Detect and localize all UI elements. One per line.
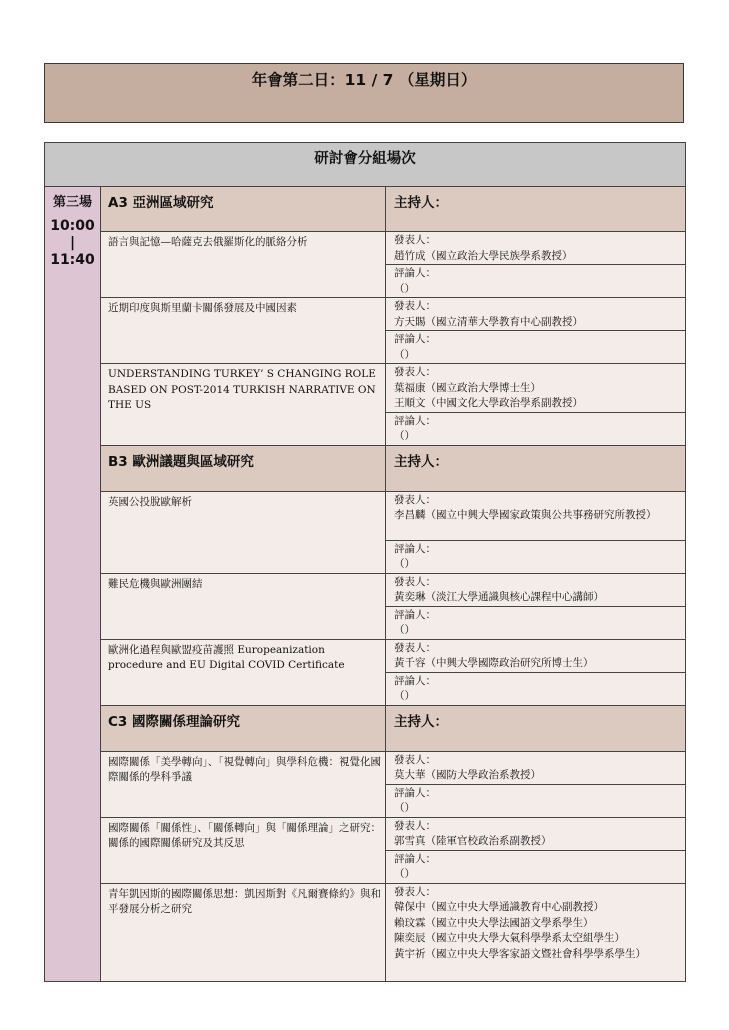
discussant-cell: 評論人： （） [386, 331, 686, 364]
section-title-b3: B3 歐洲議題與區域研究 [101, 445, 386, 491]
time-slot [45, 187, 101, 982]
discussant-cell: 評論人： （） [386, 672, 686, 705]
discussant-cell: 評論人： （） [386, 265, 686, 298]
section-host-b3: 主持人： [386, 445, 686, 491]
day-title-banner [44, 63, 684, 123]
paper-topic: 歐洲化過程與歐盟疫苗護照 Europeanization procedure and EU Digital COVID Certificate [101, 639, 386, 705]
section-host-c3: 主持人： [386, 705, 686, 751]
session-table [44, 142, 686, 982]
section-host-a3: 主持人： [386, 187, 686, 232]
paper-topic: 國際關係「美學轉向」、「視覺轉向」與學科危機：視覺化國際關係的學科爭議 [101, 751, 386, 817]
paper-topic: 語言與記憶—哈薩克去俄羅斯化的脈絡分析 [101, 232, 386, 298]
paper-topic: 國際關係「關係性」、「關係轉向」與「關係理論」之研究：關係的國際關係研究及其反思 [101, 817, 386, 883]
session-number: 第三場 [52, 195, 92, 210]
presenter-cell: 發表人： 黃奕琳（淡江大學通識與核心課程中心講師） [386, 573, 686, 606]
discussant-cell: 評論人： （） [386, 412, 686, 445]
presenter-cell: 發表人： 趙竹成（國立政治大學民族學系教授） [386, 232, 686, 265]
presenter-cell: 發表人： 黃千容（中興大學國際政治研究所博士生） [386, 639, 686, 672]
section-title-c3: C3 國際關係理論研究 [101, 705, 386, 751]
presenter-cell: 發表人： 郭雪真（陸軍官校政治系副教授） [386, 817, 686, 850]
paper-topic: 難民危機與歐洲團結 [101, 573, 386, 639]
presenter-cell: 發表人： 葉福康（國立政治大學博士生） 王順文（中國文化大學政治學系副教授） [386, 364, 686, 413]
day-title: 年會第二日：11 / 7 （星期日） [251, 71, 477, 89]
discussant-cell: 評論人： （） [386, 540, 686, 573]
discussant-cell: 評論人： （） [386, 850, 686, 883]
section-title-a3: A3 亞洲區域研究 [101, 187, 386, 232]
time-separator: | [69, 235, 76, 251]
discussant-cell: 評論人： （） [386, 606, 686, 639]
discussant-cell: 評論人： （） [386, 784, 686, 817]
end-time: 11:40 [50, 252, 95, 268]
presenter-cell: 發表人： 韓保中（國立中央大學通識教育中心副教授） 賴玟霖（國立中央大學法國語文學系學生） 陳奕辰（國立中央大學大氣科學學系太空組學生） 黃宇祈（國立中央大學客家語文暨社會科學學系學生） [386, 883, 686, 981]
paper-topic: UNDERSTANDING TURKEY’ S CHANGING ROLE BASED ON POST-2014 TURKISH NARRATIVE ON THE US [101, 364, 386, 446]
presenter-cell: 發表人： 方天賜（國立清華大學教育中心副教授） [386, 298, 686, 331]
paper-topic: 青年凱因斯的國際關係思想：凱因斯對《凡爾賽條約》與和平發展分析之研究 [101, 883, 386, 981]
start-time: 10:00 [50, 218, 95, 234]
presenter-cell: 發表人： 莫大華（國防大學政治系教授） [386, 751, 686, 784]
presenter-cell: 發表人： 李昌麟（國立中興大學國家政策與公共事務研究所教授） [386, 491, 686, 540]
paper-topic: 英國公投脫歐解析 [101, 491, 386, 573]
paper-topic: 近期印度與斯里蘭卡關係發展及中國因素 [101, 298, 386, 364]
table-header [45, 143, 686, 187]
table-header-text: 研討會分組場次 [314, 151, 416, 167]
